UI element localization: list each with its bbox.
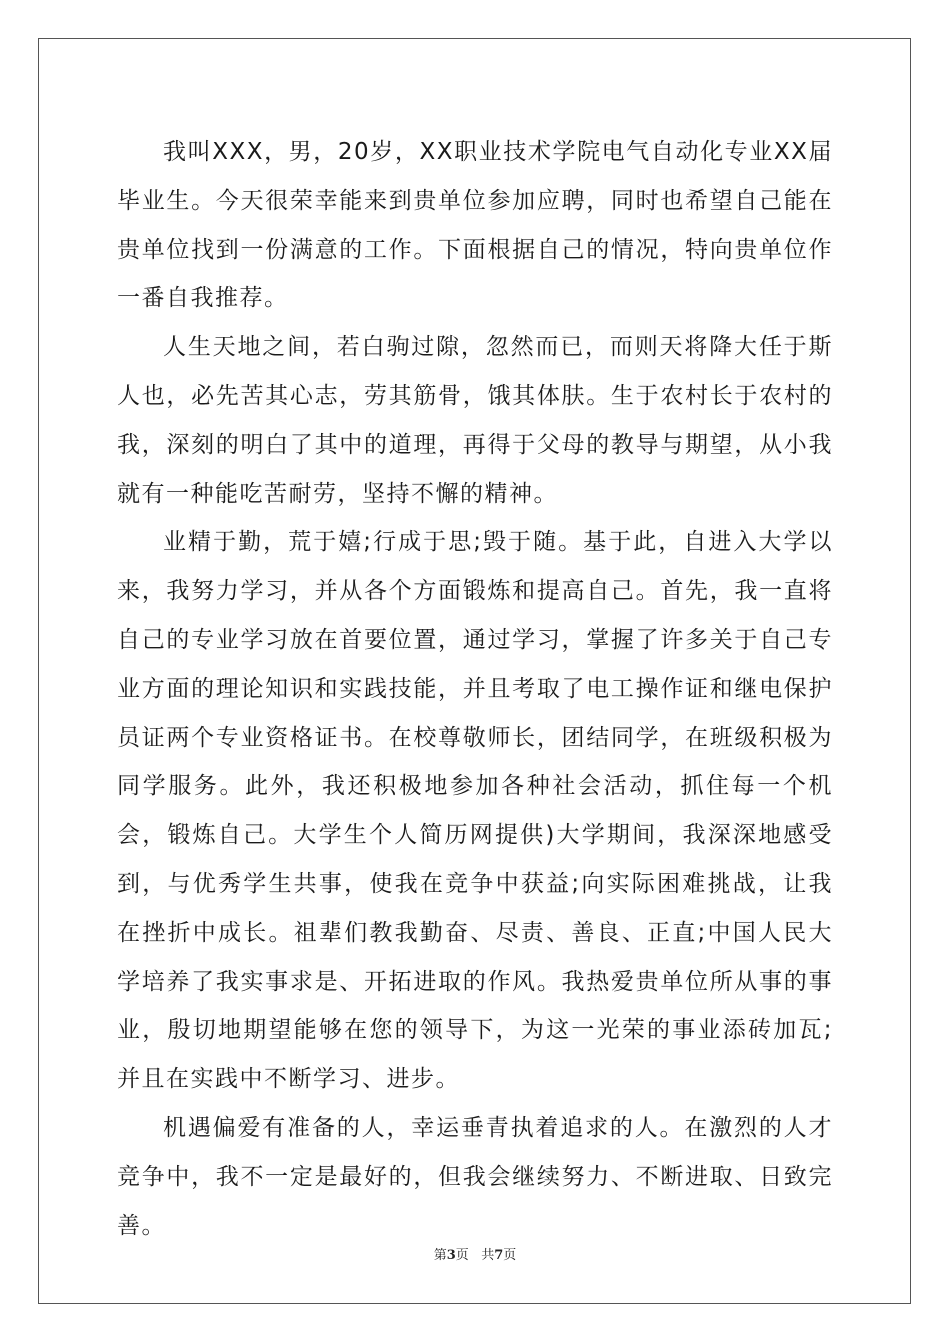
paragraph-3: 业精于勤，荒于嬉;行成于思;毁于随。基于此，自进入大学以来，我努力学习，并从各个方面锻炼和提高自己。首先，我一直将自己的专业学习放在首要位置，通过学习，掌握了许多关于自己专业方面的理论知识和实践技能，并且考取了电工操作证和继电保护员证两个专业资格证书。在校尊敬师长，团结同学，在班级积极为同学服务。此外，我还积极地参加各种社会活动，抓住每一个机会，锻炼自己。大学生个人简历网提供)大学期间，我深深地感受到，与优秀学生共事，使我在竞争中获益;向实际困难挑战，让我在挫折中成长。祖辈们教我勤奋、尽责、善良、正直;中国人民大学培养了我实事求是、开拓进取的作风。我热爱贵单位所从事的事业，殷切地期望能够在您的领导下，为这一光荣的事业添砖加瓦;并且在实践中不断学习、进步。 <box>117 529 833 1093</box>
page-number-prefix: 第 <box>433 1248 447 1263</box>
total-pages-prefix: 共 <box>481 1248 495 1263</box>
paragraph-4: 机遇偏爱有准备的人，幸运垂青执着追求的人。在激烈的人才竞争中，我不一定是最好的，但我会继续努力、不断进取、日致完善。 <box>117 1114 833 1239</box>
page-number-suffix: 页 <box>455 1248 469 1263</box>
current-page-number: 3 <box>446 1248 456 1263</box>
page-footer <box>0 1244 950 1263</box>
total-pages-suffix: 页 <box>503 1248 517 1263</box>
paragraph-1: 我叫XXX，男，20岁，XX职业技术学院电气自动化专业XX届毕业生。今天很荣幸能来到贵单位参加应聘，同时也希望自己能在贵单位找到一份满意的工作。下面根据自己的情况，特向贵单位作一番自我推荐。 <box>117 139 833 312</box>
total-pages-number: 7 <box>494 1248 504 1263</box>
document-body <box>117 128 833 1250</box>
paragraph-2: 人生天地之间，若白驹过隙，忽然而已，而则天将降大任于斯人也，必先苦其心志，劳其筋骨，饿其体肤。生于农村长于农村的我，深刻的明白了其中的道理，再得于父母的教导与期望，从小我就有一种能吃苦耐劳，坚持不懈的精神。 <box>117 334 833 507</box>
